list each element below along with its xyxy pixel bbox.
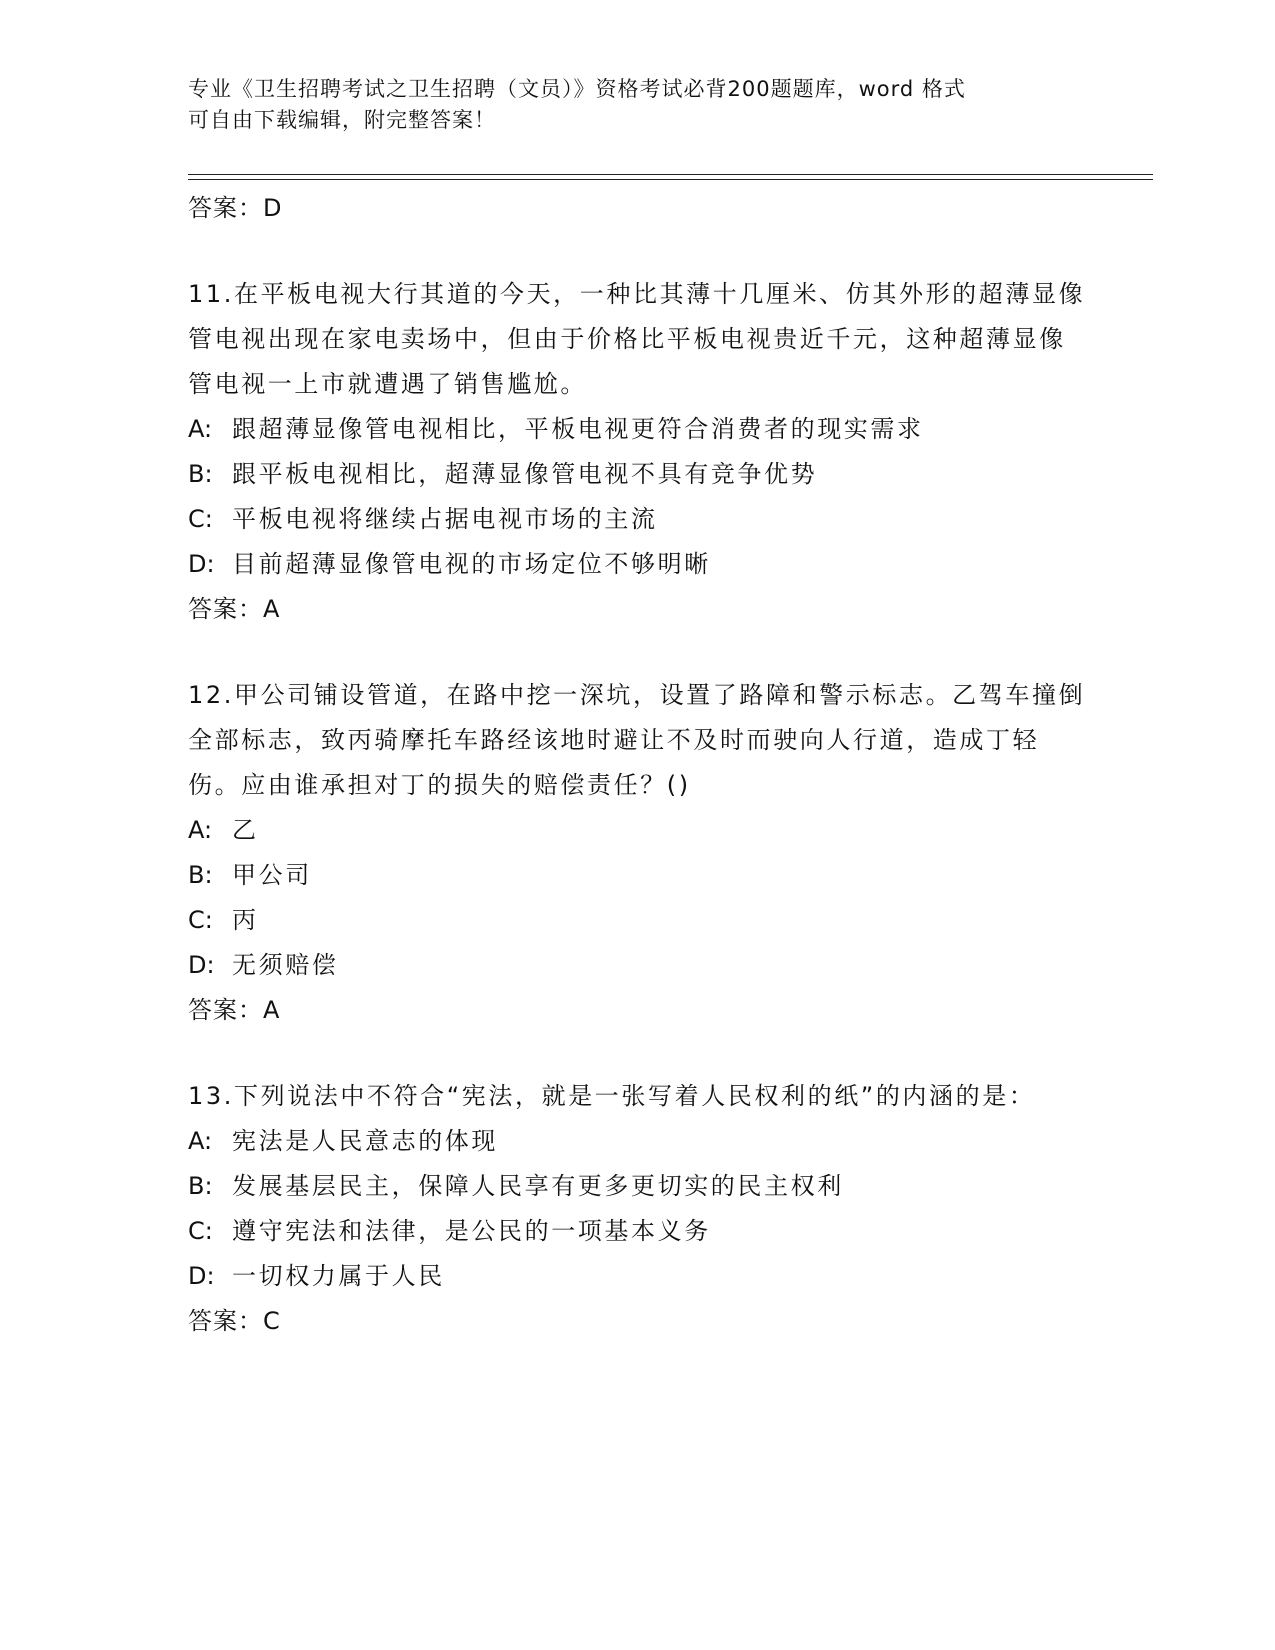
option-key: A: [188, 816, 213, 844]
document-header [188, 74, 1068, 136]
option-key: A: [188, 1127, 213, 1155]
option-text: 目前超薄显像管电视的市场定位不够明晰 [232, 550, 711, 578]
option-text: 无须赔偿 [232, 951, 339, 979]
option-key: B: [188, 460, 213, 488]
option-key: B: [188, 1172, 213, 1200]
question-text: 13.下列说法中不符合“宪法，就是一张写着人民权利的纸”的内涵的是： [188, 1082, 1036, 1110]
option-key: C: [188, 505, 213, 533]
option-text: 宪法是人民意志的体现 [232, 1127, 498, 1155]
question-11 [188, 272, 1088, 631]
option-text: 乙 [232, 816, 259, 844]
option-c [188, 1209, 1088, 1254]
option-a [188, 808, 1088, 853]
option-text: 遵守宪法和法律，是公民的一项基本义务 [232, 1217, 711, 1245]
option-text: 甲公司 [232, 861, 312, 889]
option-b [188, 853, 1088, 898]
option-text: 一切权力属于人民 [232, 1262, 445, 1290]
question-text: 12.甲公司铺设管道，在路中挖一深坑，设置了路障和警示标志。乙驾车撞倒全部标志，致丙骑摩托车路经该地时避让不及时而驶向人行道，造成丁轻伤。应由谁承担对丁的损失的赔偿责任？() [188, 681, 1086, 799]
option-d [188, 1254, 1088, 1299]
question-list [188, 186, 1088, 1343]
option-text: 跟平板电视相比，超薄显像管电视不具有竞争优势 [232, 460, 818, 488]
header-line-1: 专业《卫生招聘考试之卫生招聘（文员）》资格考试必背200题题库，word 格式 [188, 77, 966, 101]
header-divider-bottom [188, 179, 1153, 180]
option-text: 发展基层民主，保障人民享有更多更切实的民主权利 [232, 1172, 844, 1200]
option-d [188, 542, 1088, 587]
answer: 答案：C [188, 1307, 281, 1335]
option-a [188, 407, 1088, 452]
option-key: B: [188, 861, 213, 889]
answer: 答案：A [188, 595, 281, 623]
question-text: 11.在平板电视大行其道的今天，一种比其薄十几厘米、仿其外形的超薄显像管电视出现在家电卖场中，但由于价格比平板电视贵近千元，这种超薄显像管电视一上市就遭遇了销售尴尬。 [188, 280, 1086, 398]
option-text: 跟超薄显像管电视相比，平板电视更符合消费者的现实需求 [232, 415, 924, 443]
option-c [188, 898, 1088, 943]
option-key: D: [188, 1262, 215, 1290]
option-b [188, 452, 1088, 497]
answer: 答案：A [188, 996, 281, 1024]
previous-answer: 答案：D [188, 194, 283, 222]
option-key: D: [188, 951, 215, 979]
option-key: D: [188, 550, 215, 578]
option-c [188, 497, 1088, 542]
question-13 [188, 1074, 1088, 1343]
option-d [188, 943, 1088, 988]
header-divider-top [188, 174, 1153, 175]
question-12 [188, 673, 1088, 1032]
option-key: C: [188, 906, 213, 934]
option-key: A: [188, 415, 213, 443]
header-line-2: 可自由下载编辑，附完整答案！ [188, 108, 496, 132]
option-a [188, 1119, 1088, 1164]
option-text: 平板电视将继续占据电视市场的主流 [232, 505, 658, 533]
option-b [188, 1164, 1088, 1209]
option-text: 丙 [232, 906, 259, 934]
option-key: C: [188, 1217, 213, 1245]
